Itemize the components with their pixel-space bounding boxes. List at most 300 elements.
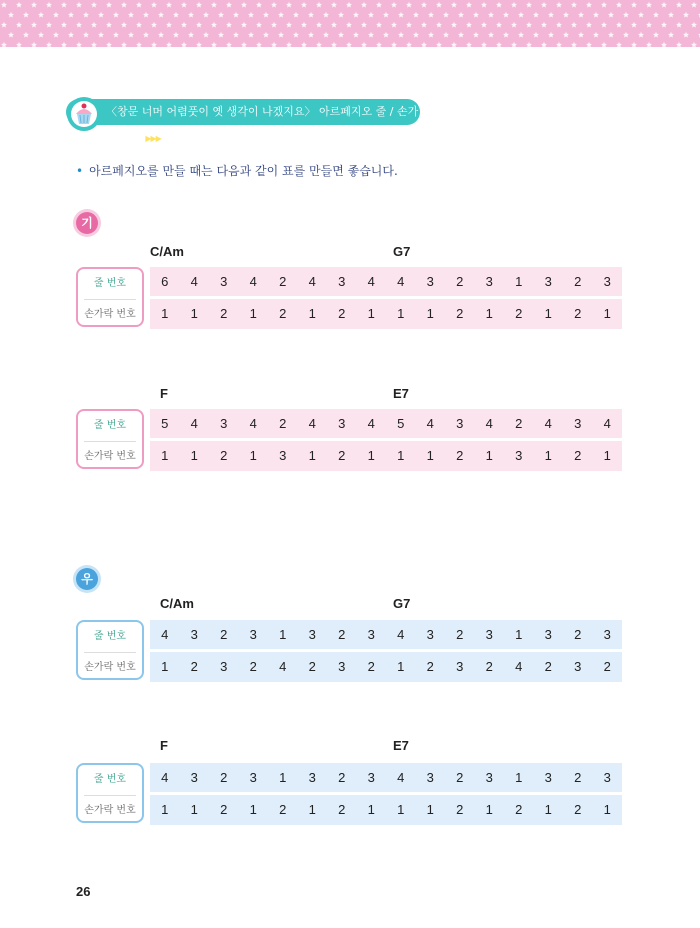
section-badge-u: 우 <box>76 568 98 590</box>
finger-number-label: 손가락 번호 <box>84 309 136 320</box>
string-number-cell: 3 <box>534 763 564 793</box>
star-shape <box>301 22 307 28</box>
star-shape <box>548 32 554 38</box>
star-shape <box>323 32 329 38</box>
star-shape <box>233 32 239 38</box>
finger-number-cell: 2 <box>327 441 357 471</box>
string-number-cell: 3 <box>298 620 328 650</box>
star-shape <box>406 22 412 28</box>
star-shape <box>1 2 7 8</box>
star-shape <box>173 12 179 18</box>
finger-number-cell: 1 <box>416 299 446 329</box>
string-number-cell: 3 <box>475 267 505 297</box>
finger-number-cell: 1 <box>180 299 210 329</box>
star-shape <box>436 2 442 8</box>
star-shape <box>451 22 457 28</box>
star-shape <box>203 32 209 38</box>
star-shape <box>571 2 577 8</box>
star-shape <box>256 42 262 47</box>
star-shape <box>91 22 97 28</box>
string-number-cell: 3 <box>416 763 446 793</box>
star-shape <box>436 42 442 47</box>
finger-number-cell: 2 <box>593 652 623 682</box>
star-shape <box>683 32 689 38</box>
string-number-cell: 4 <box>386 763 416 793</box>
star-shape <box>151 42 157 47</box>
star-shape <box>361 22 367 28</box>
star-shape <box>383 32 389 38</box>
finger-number-cell: 2 <box>239 652 269 682</box>
star-shape <box>301 42 307 47</box>
star-shape <box>406 2 412 8</box>
star-shape <box>466 2 472 8</box>
string-number-cell: 3 <box>357 763 387 793</box>
finger-number-cell: 2 <box>209 299 239 329</box>
star-shape <box>76 42 82 47</box>
star-shape <box>646 42 652 47</box>
star-shape <box>181 2 187 8</box>
chord-label: C/Am <box>150 244 184 259</box>
star-shape <box>98 32 104 38</box>
finger-number-cell: 2 <box>445 795 475 825</box>
star-shape <box>188 32 194 38</box>
star-shape <box>1 42 7 47</box>
string-number-cell: 4 <box>475 409 505 439</box>
star-shape <box>526 42 532 47</box>
finger-number-cell: 2 <box>209 441 239 471</box>
star-shape <box>398 12 404 18</box>
finger-number-cell: 1 <box>475 441 505 471</box>
star-shape <box>338 32 344 38</box>
star-shape <box>556 2 562 8</box>
star-shape <box>428 12 434 18</box>
star-shape <box>601 2 607 8</box>
star-shape <box>331 42 337 47</box>
finger-number-cell: 1 <box>239 299 269 329</box>
string-number-cell: 2 <box>445 620 475 650</box>
star-shape <box>166 42 172 47</box>
string-number-cell: 4 <box>298 409 328 439</box>
arpeggio-table <box>150 620 622 680</box>
string-number-cell: 3 <box>357 620 387 650</box>
string-number-cell: 1 <box>268 620 298 650</box>
finger-number-cell: 2 <box>357 652 387 682</box>
star-shape <box>443 12 449 18</box>
finger-number-cell: 1 <box>357 441 387 471</box>
star-shape <box>451 2 457 8</box>
star-shape <box>151 2 157 8</box>
star-shape <box>263 12 269 18</box>
finger-number-cell: 4 <box>504 652 534 682</box>
string-number-cell: 3 <box>593 763 623 793</box>
star-shape <box>23 32 29 38</box>
star-shape <box>241 22 247 28</box>
star-shape <box>38 32 44 38</box>
finger-number-cell: 1 <box>593 795 623 825</box>
star-shape <box>413 32 419 38</box>
string-number-cell: 4 <box>239 409 269 439</box>
string-number-label: 줄 번호 <box>93 278 127 289</box>
string-number-cell: 3 <box>534 267 564 297</box>
star-shape <box>316 22 322 28</box>
star-shape <box>653 32 659 38</box>
string-number-cell: 4 <box>357 267 387 297</box>
star-shape <box>91 42 97 47</box>
star-shape <box>196 2 202 8</box>
string-number-cell: 1 <box>504 620 534 650</box>
star-shape <box>8 32 14 38</box>
finger-number-cell: 1 <box>298 299 328 329</box>
star-shape <box>436 22 442 28</box>
star-shape <box>496 22 502 28</box>
star-shape <box>631 2 637 8</box>
star-shape <box>481 2 487 8</box>
finger-number-cell: 1 <box>475 795 505 825</box>
string-number-cell: 2 <box>445 763 475 793</box>
star-shape <box>541 22 547 28</box>
star-shape <box>563 12 569 18</box>
star-shape <box>346 42 352 47</box>
star-shape <box>218 32 224 38</box>
string-number-cell: 3 <box>475 763 505 793</box>
string-number-cell: 4 <box>386 620 416 650</box>
star-shape <box>136 2 142 8</box>
star-shape <box>46 22 52 28</box>
arpeggio-table <box>150 763 622 823</box>
star-shape <box>61 2 67 8</box>
finger-number-cell: 1 <box>386 441 416 471</box>
star-shape <box>481 42 487 47</box>
star-shape <box>451 42 457 47</box>
star-shape <box>16 42 22 47</box>
star-shape <box>578 12 584 18</box>
star-shape <box>691 2 697 8</box>
chord-label: G7 <box>393 244 411 259</box>
arrow-icons: ▶▶▶ <box>145 134 161 143</box>
row-label-box <box>76 620 144 680</box>
star-shape <box>376 42 382 47</box>
star-shape <box>226 42 232 47</box>
string-number-cell: 5 <box>386 409 416 439</box>
star-shape <box>316 42 322 47</box>
string-number-cell: 2 <box>563 267 593 297</box>
star-shape <box>638 32 644 38</box>
star-shape <box>241 42 247 47</box>
finger-number-cell: 1 <box>239 795 269 825</box>
star-shape <box>166 2 172 8</box>
star-shape <box>233 12 239 18</box>
string-number-cell: 2 <box>445 267 475 297</box>
star-shape <box>691 22 697 28</box>
finger-number-cell: 4 <box>268 652 298 682</box>
star-shape <box>563 32 569 38</box>
star-shape <box>631 42 637 47</box>
string-number-cell: 2 <box>327 620 357 650</box>
star-shape <box>676 22 682 28</box>
row-label-box <box>76 409 144 469</box>
section-badge-gi: 기 <box>76 212 98 234</box>
finger-number-label: 손가락 번호 <box>84 451 136 462</box>
star-shape <box>511 2 517 8</box>
star-shape <box>308 32 314 38</box>
string-number-label: 줄 번호 <box>93 774 127 785</box>
star-shape <box>188 12 194 18</box>
star-shape <box>526 2 532 8</box>
star-shape <box>661 2 667 8</box>
star-shape <box>541 2 547 8</box>
star-shape <box>278 32 284 38</box>
star-shape <box>593 32 599 38</box>
star-shape <box>181 22 187 28</box>
star-shape <box>391 22 397 28</box>
star-shape <box>466 42 472 47</box>
string-number-cell: 4 <box>180 409 210 439</box>
star-shape <box>428 32 434 38</box>
star-shape <box>623 32 629 38</box>
arpeggio-table <box>150 267 622 327</box>
star-shape <box>286 22 292 28</box>
string-number-cell: 1 <box>268 763 298 793</box>
string-number-cell: 3 <box>209 409 239 439</box>
star-shape <box>16 2 22 8</box>
finger-number-cell: 1 <box>386 652 416 682</box>
row-label-box <box>76 763 144 823</box>
star-shape <box>586 22 592 28</box>
string-number-cell: 3 <box>298 763 328 793</box>
chord-label: G7 <box>393 596 411 611</box>
star-shape <box>143 32 149 38</box>
star-shape <box>421 22 427 28</box>
finger-number-cell: 2 <box>563 795 593 825</box>
string-number-cell: 1 <box>504 267 534 297</box>
star-shape <box>106 42 112 47</box>
star-shape <box>53 12 59 18</box>
intro-text <box>76 162 398 179</box>
star-shape <box>248 12 254 18</box>
star-shape <box>158 12 164 18</box>
finger-number-cell: 2 <box>268 299 298 329</box>
star-shape <box>121 42 127 47</box>
star-shape <box>143 12 149 18</box>
star-shape <box>346 22 352 28</box>
finger-number-cell: 2 <box>475 652 505 682</box>
star-shape <box>181 42 187 47</box>
string-number-cell: 3 <box>593 620 623 650</box>
star-shape <box>608 32 614 38</box>
star-shape <box>586 2 592 8</box>
star-shape <box>541 42 547 47</box>
star-shape <box>638 12 644 18</box>
star-shape <box>616 22 622 28</box>
finger-number-cell: 1 <box>150 795 180 825</box>
string-number-cell: 2 <box>209 763 239 793</box>
star-shape <box>271 42 277 47</box>
star-shape <box>158 32 164 38</box>
star-shape <box>271 22 277 28</box>
finger-number-cell: 2 <box>298 652 328 682</box>
star-shape <box>8 12 14 18</box>
page-number: 26 <box>76 884 91 899</box>
star-shape <box>316 2 322 8</box>
star-shape <box>121 2 127 8</box>
star-shape <box>623 12 629 18</box>
star-shape <box>353 32 359 38</box>
star-shape <box>128 32 134 38</box>
star-shape <box>676 2 682 8</box>
string-number-cell: 4 <box>239 267 269 297</box>
finger-number-cell: 2 <box>327 795 357 825</box>
string-number-label: 줄 번호 <box>93 420 127 431</box>
string-number-cell: 3 <box>534 620 564 650</box>
star-shape <box>61 22 67 28</box>
star-pattern <box>0 0 700 47</box>
finger-number-cell: 1 <box>534 795 564 825</box>
intro-sentence: 아르페지오를 만들 때는 다음과 같이 표를 만들면 좋습니다. <box>89 164 398 178</box>
star-shape <box>98 12 104 18</box>
star-shape <box>211 2 217 8</box>
star-shape <box>511 22 517 28</box>
string-number-cell: 6 <box>150 267 180 297</box>
row-label-box <box>76 267 144 327</box>
star-shape <box>668 12 674 18</box>
finger-number-cell: 1 <box>416 441 446 471</box>
star-shape <box>293 32 299 38</box>
string-number-cell: 3 <box>445 409 475 439</box>
star-shape <box>571 22 577 28</box>
star-shape <box>1 22 7 28</box>
star-shape <box>226 22 232 28</box>
string-number-label: 줄 번호 <box>93 631 127 642</box>
star-shape <box>23 12 29 18</box>
finger-number-cell: 1 <box>475 299 505 329</box>
string-number-cell: 4 <box>150 620 180 650</box>
star-shape <box>121 22 127 28</box>
star-shape <box>353 12 359 18</box>
star-shape <box>293 12 299 18</box>
star-shape <box>533 32 539 38</box>
star-shape <box>601 22 607 28</box>
star-shape <box>218 12 224 18</box>
finger-number-cell: 2 <box>416 652 446 682</box>
finger-number-cell: 3 <box>445 652 475 682</box>
star-shape <box>106 2 112 8</box>
finger-number-cell: 1 <box>298 441 328 471</box>
finger-number-cell: 1 <box>534 441 564 471</box>
bullet: • <box>76 164 84 178</box>
arpeggio-table <box>150 409 622 469</box>
star-shape <box>301 2 307 8</box>
star-shape <box>376 22 382 28</box>
finger-number-cell: 1 <box>593 441 623 471</box>
star-shape <box>263 32 269 38</box>
finger-number-cell: 1 <box>593 299 623 329</box>
star-shape <box>473 12 479 18</box>
star-shape <box>593 12 599 18</box>
string-number-cell: 3 <box>416 267 446 297</box>
string-number-cell: 4 <box>534 409 564 439</box>
star-shape <box>368 12 374 18</box>
star-shape <box>518 12 524 18</box>
star-shape <box>203 12 209 18</box>
star-shape <box>68 32 74 38</box>
string-number-cell: 4 <box>180 267 210 297</box>
string-number-cell: 3 <box>239 763 269 793</box>
star-shape <box>676 42 682 47</box>
star-shape <box>128 12 134 18</box>
star-shape <box>173 32 179 38</box>
chord-label: C/Am <box>160 596 194 611</box>
finger-number-cell: 1 <box>386 299 416 329</box>
finger-number-cell: 2 <box>268 795 298 825</box>
finger-number-cell: 2 <box>209 795 239 825</box>
finger-number-cell: 1 <box>180 795 210 825</box>
star-shape <box>31 42 37 47</box>
finger-number-cell: 3 <box>563 652 593 682</box>
star-shape <box>556 22 562 28</box>
star-shape <box>473 32 479 38</box>
star-shape <box>646 2 652 8</box>
finger-number-cell: 3 <box>504 441 534 471</box>
string-number-cell: 4 <box>357 409 387 439</box>
star-shape <box>331 22 337 28</box>
star-shape <box>668 32 674 38</box>
finger-number-cell: 1 <box>534 299 564 329</box>
star-shape <box>61 42 67 47</box>
star-shape <box>661 42 667 47</box>
star-shape <box>361 2 367 8</box>
string-number-cell: 3 <box>239 620 269 650</box>
star-shape <box>76 22 82 28</box>
string-number-cell: 2 <box>563 620 593 650</box>
star-shape <box>661 22 667 28</box>
section-title-pill <box>66 99 420 144</box>
star-shape <box>211 42 217 47</box>
star-shape <box>226 2 232 8</box>
star-shape <box>248 32 254 38</box>
finger-number-cell: 1 <box>239 441 269 471</box>
star-shape <box>511 42 517 47</box>
string-number-cell: 4 <box>416 409 446 439</box>
star-shape <box>383 12 389 18</box>
star-shape <box>76 2 82 8</box>
star-shape <box>46 2 52 8</box>
string-number-cell: 3 <box>416 620 446 650</box>
star-shape <box>691 42 697 47</box>
star-shape <box>196 22 202 28</box>
star-shape <box>631 22 637 28</box>
star-shape <box>38 12 44 18</box>
star-shape <box>338 12 344 18</box>
star-shape <box>488 12 494 18</box>
star-shape <box>113 32 119 38</box>
star-shape <box>526 22 532 28</box>
star-shape <box>413 12 419 18</box>
star-shape <box>211 22 217 28</box>
string-number-cell: 4 <box>298 267 328 297</box>
star-shape <box>91 2 97 8</box>
string-number-cell: 3 <box>180 620 210 650</box>
top-banner <box>0 0 700 47</box>
star-shape <box>346 2 352 8</box>
finger-number-cell: 3 <box>268 441 298 471</box>
star-shape <box>496 42 502 47</box>
star-shape <box>646 22 652 28</box>
star-shape <box>616 2 622 8</box>
star-shape <box>113 12 119 18</box>
star-shape <box>83 12 89 18</box>
string-number-cell: 2 <box>504 409 534 439</box>
string-number-cell: 2 <box>327 763 357 793</box>
